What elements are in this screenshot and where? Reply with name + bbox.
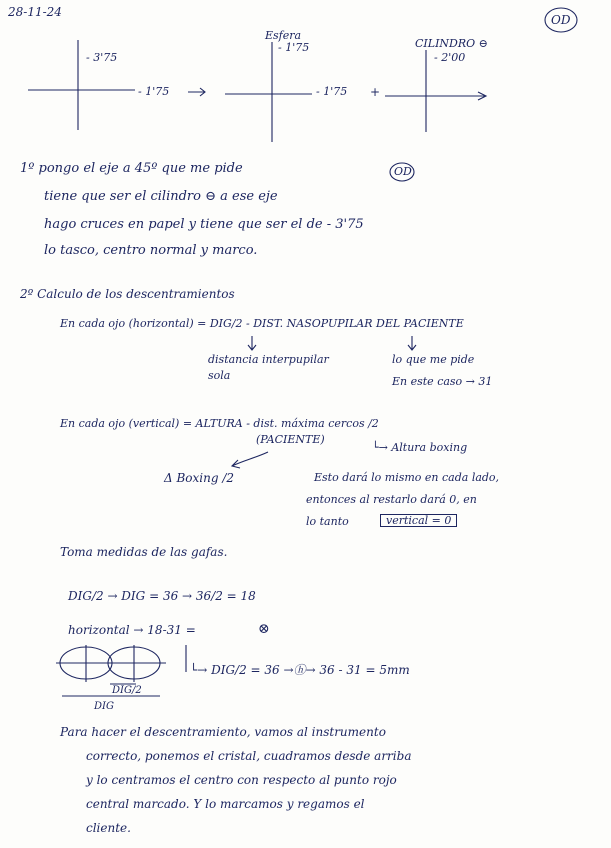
vertical-boxing-note: └→ Altura boxing [372, 441, 468, 454]
closing-line4: central marcado. Y lo marcamos y regamos el [86, 797, 365, 811]
vertical-note2: entonces al restarlo dará 0, en [306, 493, 477, 506]
horizontal-note1a: distancia interpupilar [208, 353, 329, 366]
measures-intro: Toma medidas de las gafas. [60, 545, 228, 559]
cross-mark: ⊗ [258, 621, 270, 637]
graph2-plus: + [370, 85, 381, 99]
step1-line4: lo tasco, centro normal y marco. [44, 243, 258, 258]
horizontal-note2b: En este caso → 31 [392, 375, 493, 388]
dig-label: DIG [94, 701, 114, 712]
vertical-boxing: Δ Boxing /2 [164, 471, 235, 485]
horizontal-note2a: lo que me pide [392, 353, 475, 366]
step1-line3: hago cruces en papel y tiene que ser el de - 3'75 [44, 217, 364, 232]
horizontal-note1b: sola [208, 369, 231, 382]
dig-line: DIG/2 → DIG = 36 → 36/2 = 18 [68, 589, 256, 603]
graph3-top-value: - 2'00 [434, 51, 466, 64]
step1-badge: OD [394, 165, 412, 178]
graph2-title: Esfera [265, 29, 302, 42]
closing-line3: y lo centramos el centro con respecto al punto rojo [86, 773, 397, 787]
graph1-arrow [188, 88, 205, 96]
horizontal-calc: horizontal → 18-31 = [68, 623, 196, 637]
down-arrow-2 [408, 336, 416, 350]
horizontal-result: └→ DIG/2 = 36 →ⓗ→ 36 - 31 = 5mm [190, 663, 410, 677]
graph3-title: CILINDRO ⊖ [415, 37, 488, 50]
dig-half-label: DIG/2 [112, 685, 142, 696]
closing-line5: cliente. [86, 821, 131, 835]
date: 28-11-24 [8, 5, 62, 19]
vertical-result-box: vertical = 0 [380, 514, 457, 527]
graph1-right-value: - 1'75 [138, 85, 170, 98]
graph2-right-value: - 1'75 [316, 85, 348, 98]
closing-line1: Para hacer el descentramiento, vamos al instrumento [60, 725, 386, 739]
down-arrow-1 [248, 336, 256, 350]
closing-line2: correcto, ponemos el cristal, cuadramos desde arriba [86, 749, 412, 763]
vertical-formula: En cada ojo (vertical) = ALTURA - dist. máxima cercos /2 [60, 417, 379, 430]
eye-badge: OD [551, 13, 571, 27]
step1-line1: 1º pongo el eje a 45º que me pide [20, 161, 243, 176]
arrow-to-boxing [232, 452, 268, 468]
step2-heading: 2º Calculo de los descentramientos [20, 287, 235, 301]
step1-line2: tiene que ser el cilindro ⊖ a ese eje [44, 189, 278, 204]
vertical-note3: lo tanto [306, 515, 349, 528]
graph1-top-value: - 3'75 [86, 51, 118, 64]
graph2-top-value: - 1'75 [278, 41, 310, 54]
vertical-note1: Esto dará lo mismo en cada lado, [314, 471, 500, 484]
vertical-paciente: (PACIENTE) [256, 433, 325, 446]
horizontal-formula: En cada ojo (horizontal) = DIG/2 - DIST. NASOPUPILAR DEL PACIENTE [60, 317, 464, 330]
